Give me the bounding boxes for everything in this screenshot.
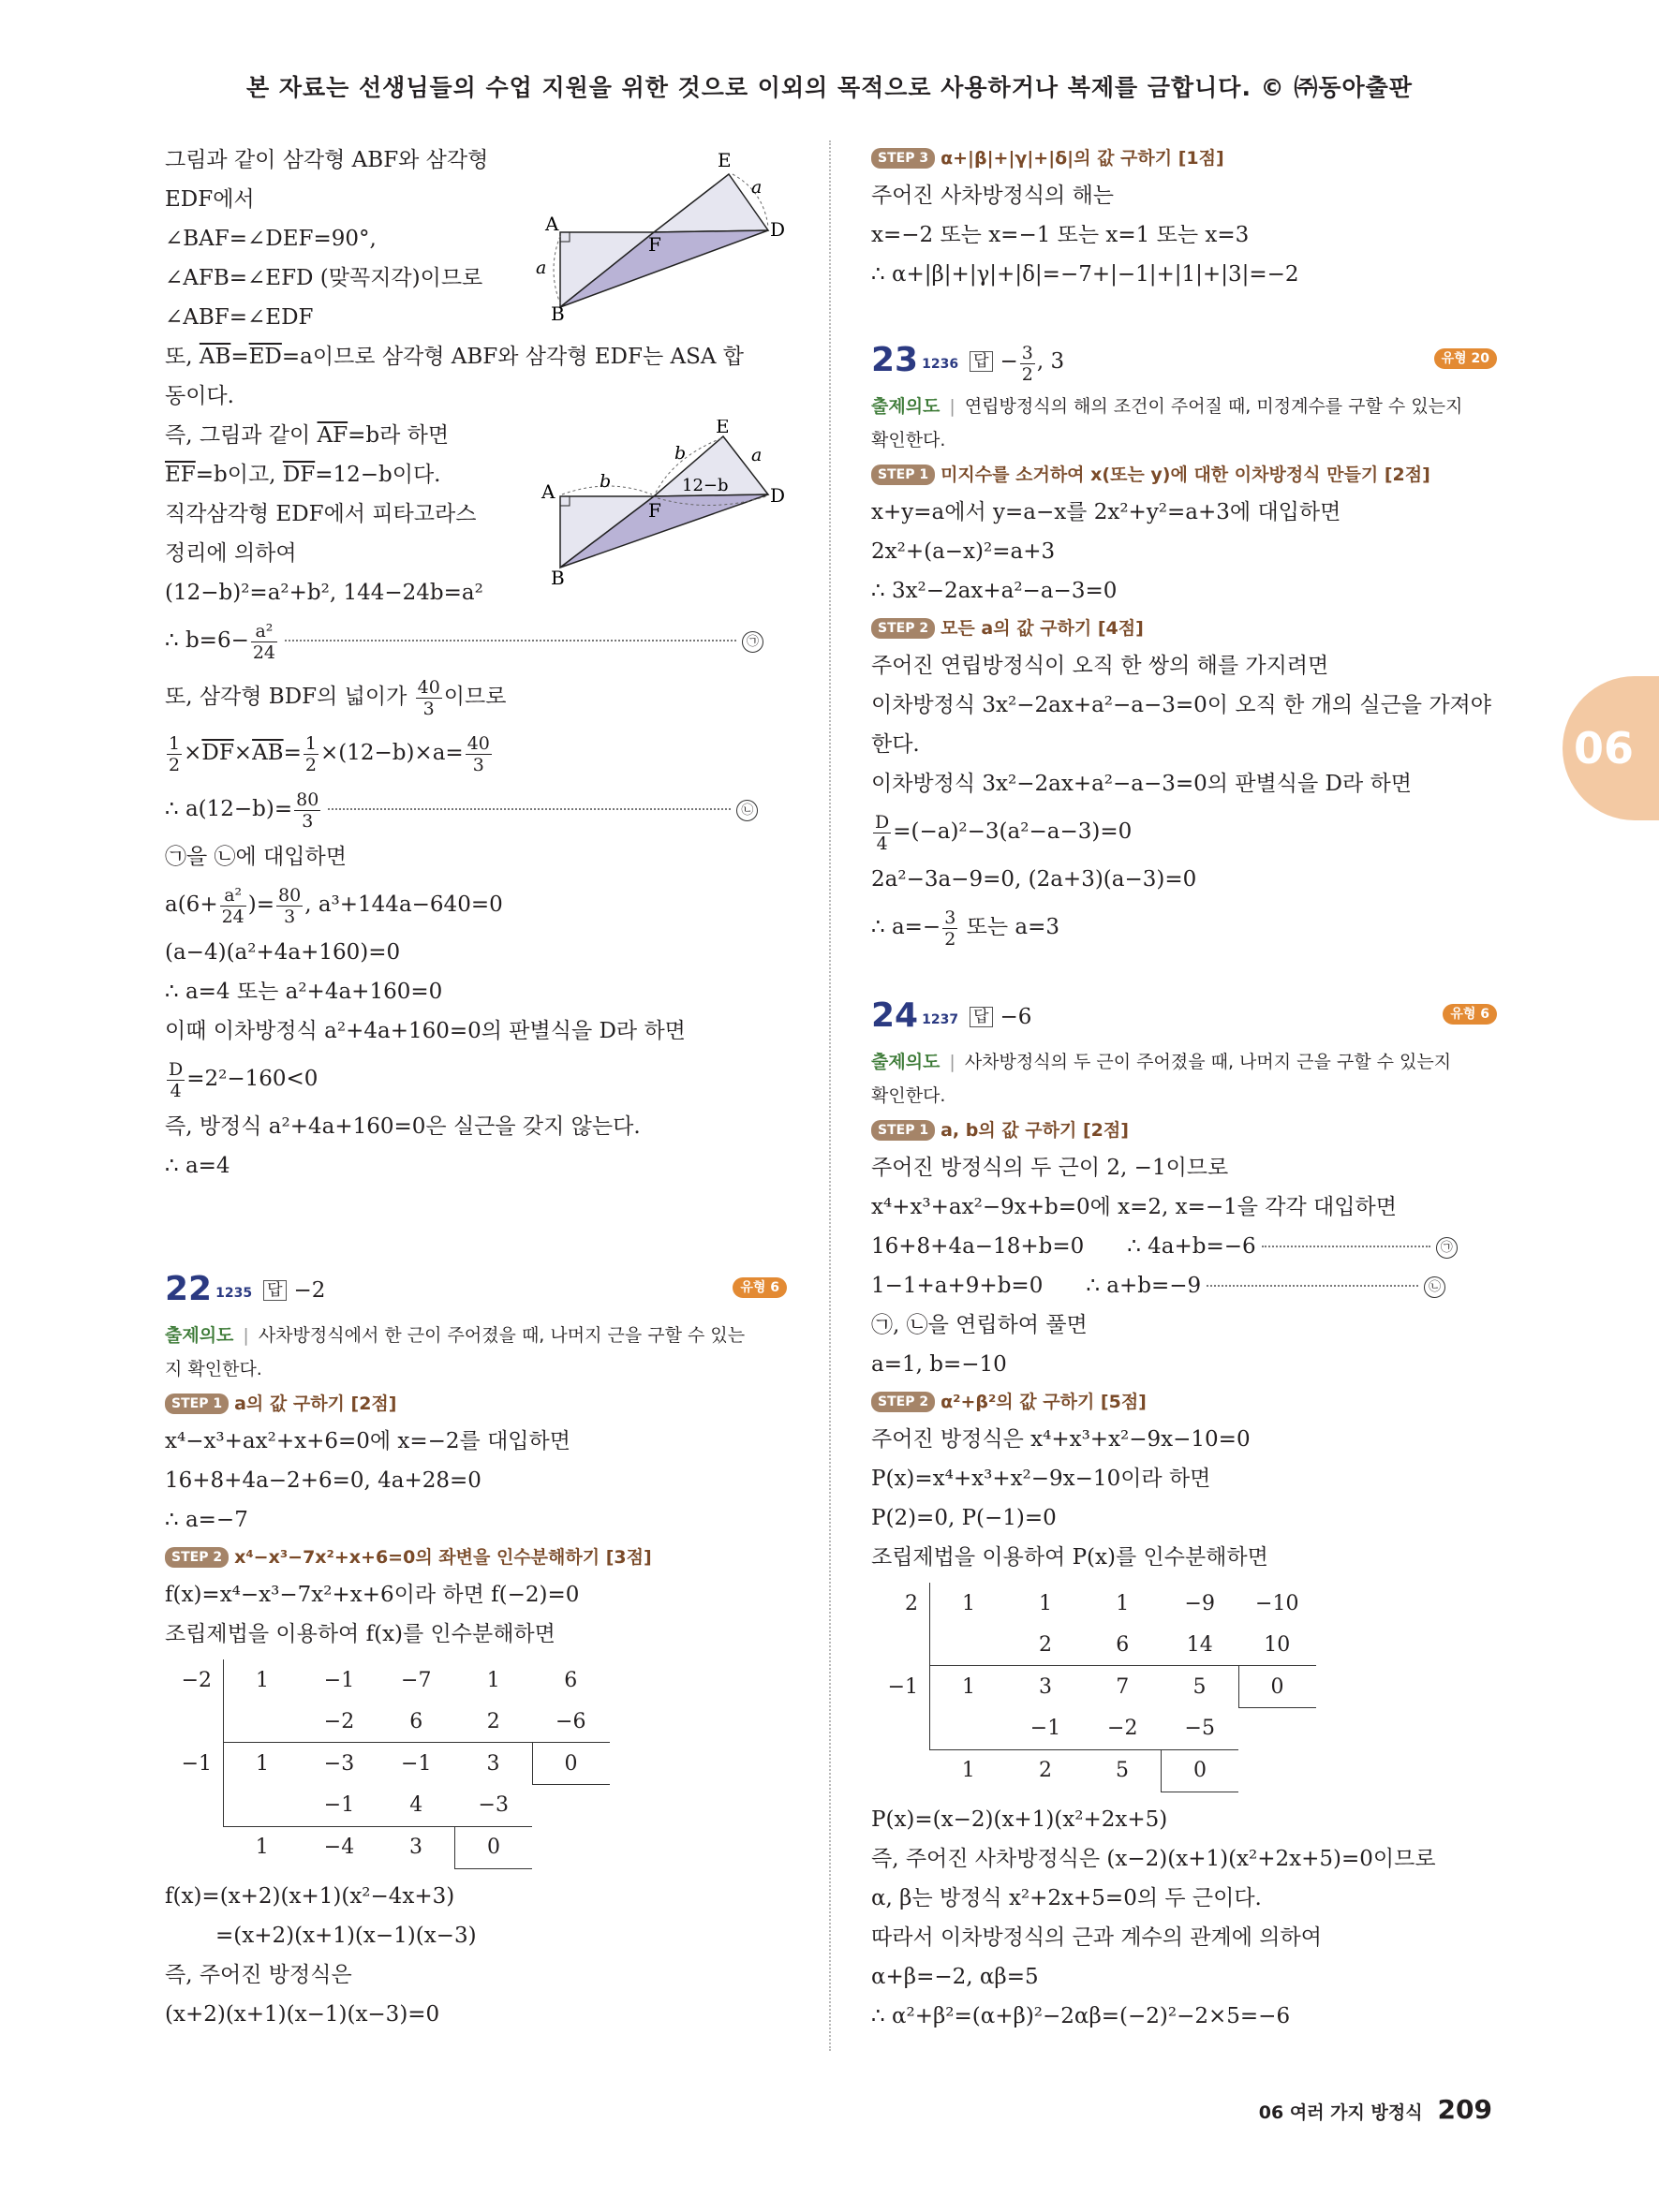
text-line: ∴ a=− $\frac{3}{2}$ 또는 a=3 [871,907,1059,950]
text-line: x⁴−x³+ax²+x+6=0에 x=−2를 대입하면 [165,1429,570,1453]
label-d-2: D [770,484,786,507]
column-divider [829,140,831,2051]
label-f-2: F [648,499,661,522]
copyright-notice: 본 자료는 선생님들의 수업 지원을 위한 것으로 이외의 목적으로 사용하거나 복제를 금합니다. © ㈜동아출판 [246,74,1413,101]
discriminant-line: $\frac{D}{4}$ =2²−160<0 [169,1058,318,1101]
problem-code: 1237 [922,1012,959,1027]
step-2-header: STEP 2 x⁴−x³−7x²+x+6=0의 좌변을 인수분해하기 [3점] [165,1540,787,1575]
text-line: 그림과 같이 삼각형 ABF와 삼각형 [165,148,489,172]
text-line: ∠ABF=∠EDF [165,305,314,330]
text-line: 이차방정식 3x²−2ax+a²−a−3=0의 판별식을 D라 하면 [871,772,1412,796]
label-e: E [718,149,732,171]
text-line: 따라서 이차방정식의 근과 계수의 관계에 의하여 [871,1924,1322,1950]
type-badge: 유형 6 [733,1277,787,1298]
step-1-header: STEP 1 미지수를 소거하여 x(또는 y)에 대한 이차방정식 만들기 [2점] [871,457,1497,493]
problem-code: 1235 [215,1286,253,1301]
answer-mark: 답 [263,1280,286,1301]
text-line: 직각삼각형 EDF에서 피타고라스 [165,502,477,526]
step-3-header: STEP 3 α+|β|+|γ|+|δ|의 값 구하기 [1점] [871,140,1497,176]
answer-mark: 답 [970,1007,992,1027]
text-line: ∴ a=4 [165,1154,230,1178]
problem-code: 1236 [922,357,959,372]
text-line: 즉, 주어진 방정식은 [165,1962,352,1987]
text-line: 16+8+4a−18+b=0 ∴ 4a+b=−6 ㉠ [871,1227,1497,1266]
text-line: x⁴+x³+ax²−9x+b=0에 x=2, x=−1을 각각 대입하면 [871,1195,1397,1219]
answer-value: −2 [293,1278,326,1303]
text-line: 1−1+a+9+b=0 ∴ a+b=−9 ㉡ [871,1266,1497,1305]
page-footer [1259,2094,1492,2125]
label-f: F [648,233,661,256]
problem-number: 23 [871,341,919,379]
intent: 출제의도 | 사차방정식의 두 근이 주어졌을 때, 나머지 근을 구할 수 있는지 확인한다. [871,1052,1452,1106]
circle-1-marker: ㉠ [1436,1237,1458,1259]
step-2-header: STEP 2 α²+β²의 값 구하기 [5점] [871,1384,1497,1420]
text-line: ㉠을 ㉡에 대입하면 [165,845,347,869]
type-badge: 유형 20 [1434,348,1497,369]
text-line: 주어진 연립방정식이 오직 한 쌍의 해를 가지려면 [871,654,1329,678]
text-line: ㉠, ㉡을 연립하여 풀면 [871,1313,1088,1337]
text-line: f(x)=(x+2)(x+1)(x²−4x+3) [165,1883,455,1909]
area-equation: $\frac{1}{2}$ $\times\overline{DF}\times\overline{AB}=$ $\frac{1}{2}$ ×(12−b)×a= $\frac{40}{3}$ [169,732,490,775]
text-line: x+y=a에서 y=a−x를 2x²+y²=a+3에 대입하면 [871,500,1341,524]
substitution-equation: a(6+ $\frac{\text{a²}}{24}$ )= $\frac{80}{3}$ , a³+144a−640=0 [165,884,503,927]
text-line: $\overline{EF}=b$이고, $\overline{DF}=12-b$이다. [165,463,441,487]
text-line: 이때 이차방정식 a²+4a+160=0의 판별식을 D라 하면 [165,1019,686,1043]
text-line: 동이다. [165,384,234,408]
text-line: =(x+2)(x+1)(x−1)(x−3) [215,1923,477,1948]
chapter-title: 06 여러 가지 방정식 [1258,2102,1423,2123]
step-1-header: STEP 1 a의 값 구하기 [2점] [165,1386,787,1422]
text-line: ∠AFB=∠EFD (맞꼭지각)이므로 [165,266,483,290]
left-column [165,140,787,2034]
text-line: 2a²−3a−9=0, (2a+3)(a−3)=0 [871,867,1197,892]
circle-2-marker: ㉡ [1424,1276,1445,1298]
text-line: ∴ α+|β|+|γ|+|δ|=−7+|−1|+|1|+|3|=−2 [871,262,1299,287]
equation-b-line: ∴ b=6− $\frac{\text{a²}}{24}$ ㉠ [165,612,787,669]
discriminant-line: $\frac{D}{4}$ =(−a)²−3(a²−a−3)=0 [875,811,1133,854]
text-line: (x+2)(x+1)(x−1)(x−3)=0 [165,2001,440,2027]
text-line: (a−4)(a²+4a+160)=0 [165,940,401,965]
text-line: f(x)=x⁴−x³−7x²+x+6이라 하면 f(−2)=0 [165,1583,580,1607]
side-12-b: 12−b [682,476,729,495]
label-a: A [545,213,559,235]
text-line: ∴ a=−7 [165,1508,248,1532]
side-b-2: b [674,443,687,464]
text-line: P(x)=(x−2)(x+1)(x²+2x+5) [871,1806,1168,1832]
intent: 출제의도 | 연립방정식의 해의 조건이 주어질 때, 미정계수를 구할 수 있는지 확인한다. [871,396,1463,450]
label-a-2: A [541,480,555,503]
right-column [871,140,1497,2036]
chapter-side-tab: 06 [1563,676,1659,820]
text-line: EDF에서 [165,187,255,212]
text-line: 주어진 방정식의 두 근이 2, −1이므로 [871,1156,1229,1180]
text-line: ∴ α²+β²=(α+β)²−2αβ=(−2)²−2×5=−6 [871,2003,1291,2028]
text-line: x=−2 또는 x=−1 또는 x=1 또는 x=3 [871,223,1250,247]
equation-a-line: ∴ a(12−b)= $\frac{80}{3}$ ㉡ [165,781,787,837]
text-line: 조립제법을 이용하여 f(x)를 인수분해하면 [165,1622,555,1646]
side-a-left: a [536,258,547,278]
intent: 출제의도 | 사차방정식에서 한 근이 주어졌을 때, 나머지 근을 구할 수 있는 지 확인한다. [165,1325,746,1379]
circle-2-marker: ㉡ [736,800,758,821]
page-number: 209 [1437,2094,1492,2125]
text-line: 주어진 사차방정식의 해는 [871,184,1115,208]
side-a-right: a [751,177,763,198]
label-b-2: B [551,567,565,589]
synthetic-division-24: 2 1 1 1 −9 −10 2 6 14 10 −1 1 3 7 5 0 −1 −2 −5 1 2 5 0 [871,1583,1497,1792]
side-a-2: a [751,445,763,465]
side-b-1: b [600,471,612,492]
text-line: a=1, b=−10 [871,1352,1007,1377]
type-badge: 유형 6 [1443,1004,1497,1025]
text-line: 정리에 의하여 [165,541,297,566]
text-line: P(2)=0, P(−1)=0 [871,1506,1057,1530]
answer-mark: 답 [970,351,992,372]
text-line: 한다. [871,732,920,757]
text-line: 즉, 그림과 같이 $\overline{AF}=b$라 하면 [165,423,450,448]
problem-number: 24 [871,996,919,1035]
answer-value: −6 [1000,1005,1032,1029]
text-line: 또, $\overline{AB}=\overline{ED}=a$이므로 삼각형 ABF와 삼각형 EDF는 ASA 합 [165,345,744,369]
text-line: 16+8+4a−2+6=0, 4a+28=0 [165,1468,481,1493]
problem-number: 22 [165,1270,213,1308]
problem-23-header: 23 1236 답 − $\frac{3}{2}$ , 3 유형 20 [871,332,1497,390]
text-line: (12−b)²=a²+b², 144−24b=a² [165,581,483,605]
text-line: 2x²+(a−x)²=a+3 [871,539,1056,564]
text-line: 주어진 방정식은 x⁴+x³+x²−9x−10=0 [871,1427,1251,1452]
text-line: α+β=−2, αβ=5 [871,1964,1039,1989]
text-line: ∴ 3x²−2ax+a²−a−3=0 [871,579,1118,603]
text-line: 즉, 주어진 사차방정식은 (x−2)(x+1)(x²+2x+5)=0이므로 [871,1846,1436,1871]
text-line: 즉, 방정식 a²+4a+160=0은 실근을 갖지 않는다. [165,1114,641,1139]
text-line: ∠BAF=∠DEF=90°, [165,227,377,251]
problem-22-header [165,1261,787,1319]
text-line: 또, 삼각형 BDF의 넓이가 $\frac{40}{3}$ 이므로 [165,676,507,719]
circle-1-marker: ㉠ [742,631,763,653]
text-line: ∴ a=4 또는 a²+4a+160=0 [165,980,443,1004]
step-2-header: STEP 2 모든 a의 값 구하기 [4점] [871,611,1497,646]
synthetic-division-22: −2 1 −1 −7 1 6 −2 6 2 −6 −1 1 −3 −1 3 0 −1 4 −3 1 −4 3 0 [165,1659,787,1869]
label-e-2: E [716,420,730,437]
problem-24-header [871,987,1497,1045]
label-b: B [551,302,565,320]
text-line: 이차방정식 3x²−2ax+a²−a−3=0이 오직 한 개의 실근을 가져야 [871,693,1491,717]
step-1-header: STEP 1 a, b의 값 구하기 [2점] [871,1113,1497,1148]
text-line: P(x)=x⁴+x³+x²−9x−10이라 하면 [871,1467,1211,1491]
text-line: 조립제법을 이용하여 P(x)를 인수분해하면 [871,1545,1268,1570]
text-line: α, β는 방정식 x²+2x+5=0의 두 근이다. [871,1885,1262,1910]
label-d: D [770,218,786,241]
